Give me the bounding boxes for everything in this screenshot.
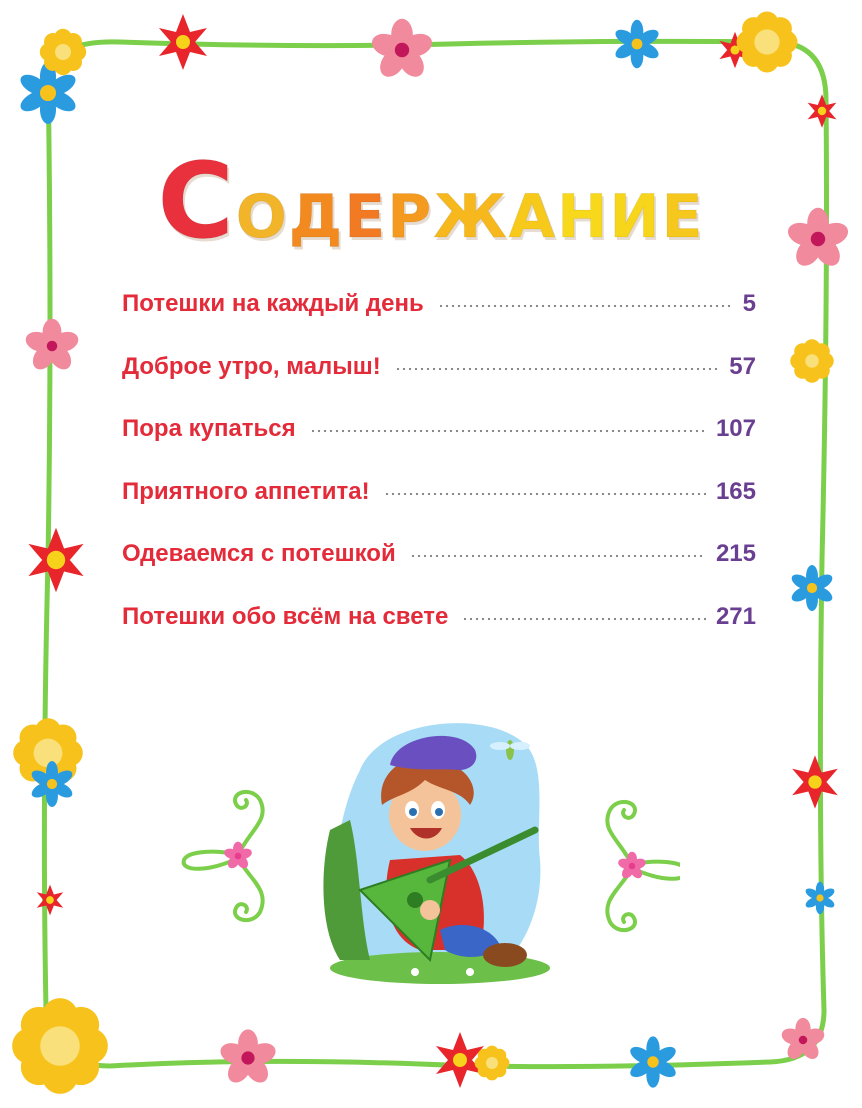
dot-leader xyxy=(410,553,706,559)
flower-icon xyxy=(789,565,835,611)
toc-entry[interactable] xyxy=(122,478,756,541)
dot-leader xyxy=(438,303,733,309)
flower-icon xyxy=(218,1029,279,1087)
boy-with-balalaika-icon xyxy=(180,700,680,1000)
flower-icon xyxy=(790,339,834,383)
flower-icon xyxy=(223,842,253,871)
toc-entry-title: Приятного аппетита! xyxy=(122,477,370,505)
title-letter: Ж xyxy=(433,182,509,252)
title-letter: А xyxy=(508,182,558,252)
title-letter: О xyxy=(235,182,289,252)
toc-entry-page: 271 xyxy=(715,602,756,630)
toc-entry-title: Потешки обо всём на свете xyxy=(122,602,449,630)
flower-icon xyxy=(804,882,836,914)
boy-figure xyxy=(323,723,550,984)
swirl-ornament-icon xyxy=(184,792,263,920)
dot-leader xyxy=(395,366,720,372)
flower-icon xyxy=(40,29,86,75)
dot-leader xyxy=(384,491,706,497)
title-letter: Е xyxy=(344,182,388,252)
page-title xyxy=(0,140,862,262)
flower-icon xyxy=(613,20,661,69)
flower-icon xyxy=(792,755,838,808)
toc-entry-page: 165 xyxy=(715,477,756,505)
toc-entry-title: Пора купаться xyxy=(122,415,296,443)
toc-entry[interactable] xyxy=(122,415,756,478)
toc-entry[interactable] xyxy=(122,603,756,666)
toc-entry-title: Доброе утро, малыш! xyxy=(122,352,381,380)
title-letter: И xyxy=(609,182,662,252)
title-letter: Е xyxy=(661,182,705,252)
flower-icon xyxy=(37,885,63,916)
toc-entry-page: 5 xyxy=(742,290,756,317)
toc-entry[interactable] xyxy=(122,353,756,416)
toc-entry-title: Одеваемся с потешкой xyxy=(122,540,396,568)
toc-entry-page: 107 xyxy=(715,415,756,443)
toc-entry[interactable] xyxy=(122,540,756,603)
title-letter: Д xyxy=(288,182,345,252)
title-letter: Н xyxy=(557,182,610,252)
toc-entry[interactable] xyxy=(122,290,756,353)
flower-icon xyxy=(475,1046,510,1081)
flower-icon xyxy=(369,19,435,82)
flower-icon xyxy=(617,852,647,881)
flower-icon xyxy=(737,12,798,73)
flower-icon xyxy=(12,998,108,1094)
flower-icon xyxy=(28,528,83,592)
title-letter: Р xyxy=(387,182,434,252)
dot-leader xyxy=(462,616,706,622)
toc-entry-title: Потешки на каждый день xyxy=(122,290,424,317)
flower-icon xyxy=(627,1036,678,1087)
dot-leader xyxy=(310,428,706,434)
toc-entry-page: 57 xyxy=(729,352,756,380)
title-first-letter: С xyxy=(157,140,236,262)
flower-icon xyxy=(808,94,837,128)
table-of-contents xyxy=(122,290,756,666)
toc-entry-page: 215 xyxy=(715,540,756,568)
